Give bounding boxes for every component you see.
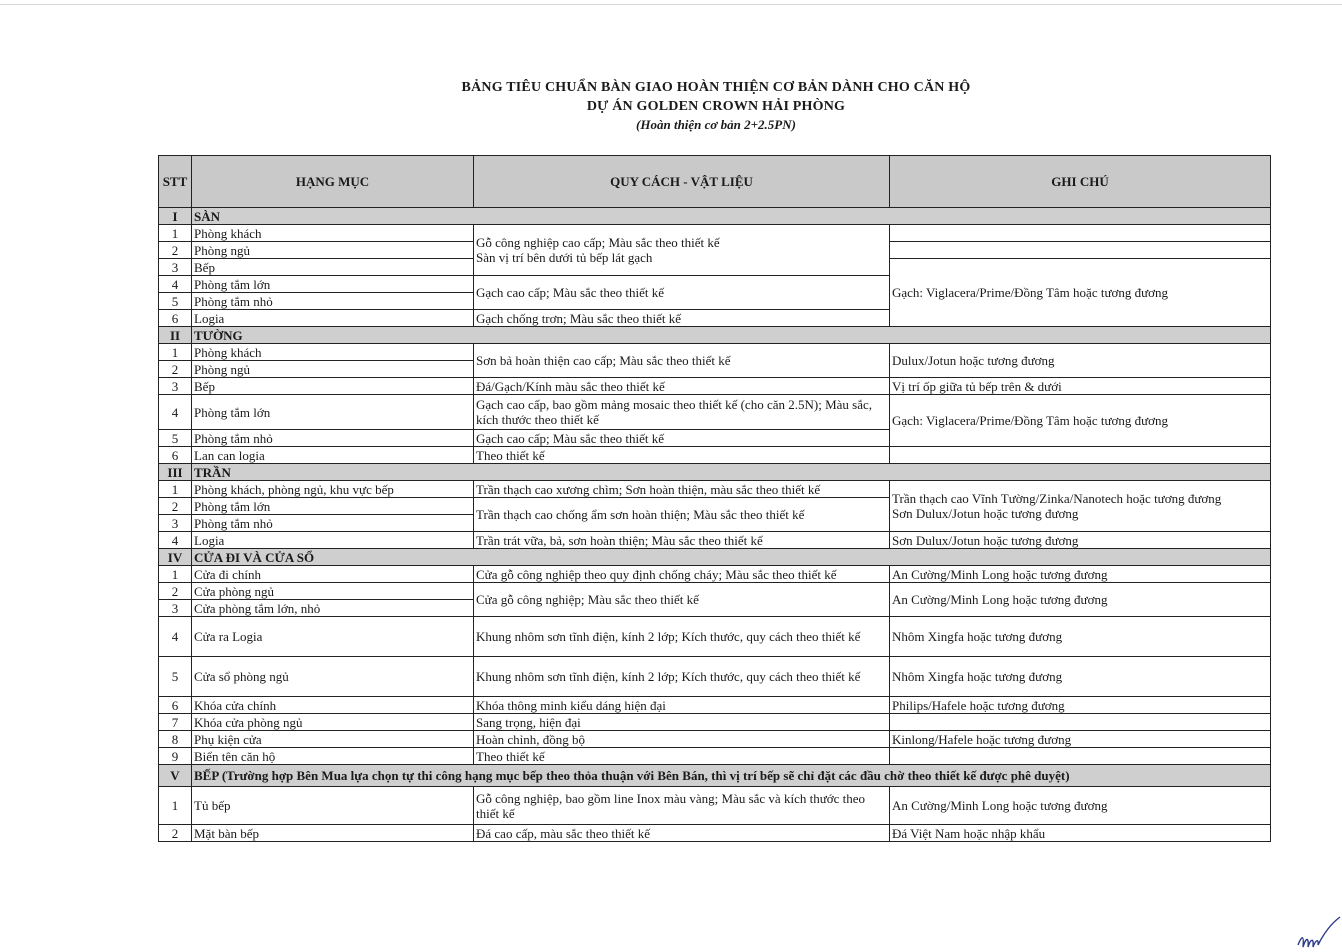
table-row xyxy=(159,714,1271,731)
row-item: Logia xyxy=(192,310,474,327)
title-line-2: DỰ ÁN GOLDEN CROWN HẢI PHÒNG xyxy=(586,99,846,114)
row-number: 2 xyxy=(159,242,192,259)
row-spec: Gạch cao cấp; Màu sắc theo thiết kế xyxy=(474,276,890,310)
row-note xyxy=(890,748,1271,765)
page-top-border xyxy=(0,4,1342,5)
title-line-3: (Hoàn thiện cơ bản 2+2.5PN) xyxy=(636,117,796,132)
row-number: 2 xyxy=(159,825,192,842)
row-item: Cửa đi chính xyxy=(192,566,474,583)
row-note: Vị trí ốp giữa tủ bếp trên & dưới xyxy=(890,378,1271,395)
row-spec: Đá/Gạch/Kính màu sắc theo thiết kế xyxy=(474,378,890,395)
section-title: TƯỜNG xyxy=(192,327,1271,344)
row-spec: Khóa thông minh kiểu dáng hiện đại xyxy=(474,697,890,714)
row-number: 6 xyxy=(159,697,192,714)
row-item: Phòng khách, phòng ngủ, khu vực bếp xyxy=(192,481,474,498)
document-title xyxy=(0,78,1342,134)
table-row xyxy=(159,532,1271,549)
section-number: II xyxy=(159,327,192,344)
handover-standards-table xyxy=(158,155,1271,842)
row-item: Khóa cửa phòng ngủ xyxy=(192,714,474,731)
row-number: 6 xyxy=(159,310,192,327)
row-item: Phòng ngủ xyxy=(192,361,474,378)
table-row xyxy=(159,566,1271,583)
row-spec: Cửa gỗ công nghiệp theo quy định chống cháy; Màu sắc theo thiết kế xyxy=(474,566,890,583)
section-number: IV xyxy=(159,549,192,566)
table-row xyxy=(159,395,1271,430)
row-number: 2 xyxy=(159,583,192,600)
section-row-ceiling xyxy=(159,464,1271,481)
table-row xyxy=(159,481,1271,498)
row-spec: Theo thiết kế xyxy=(474,447,890,464)
title-line-1: BẢNG TIÊU CHUẨN BÀN GIAO HOÀN THIỆN CƠ BẢN DÀNH CHO CĂN HỘ xyxy=(461,80,971,95)
row-item: Phòng tắm lớn xyxy=(192,498,474,515)
row-number: 4 xyxy=(159,617,192,657)
row-item: Phòng tắm lớn xyxy=(192,395,474,430)
row-note: Dulux/Jotun hoặc tương đương xyxy=(890,344,1271,378)
section-title: CỬA ĐI VÀ CỬA SỔ xyxy=(192,549,1271,566)
section-row-walls xyxy=(159,327,1271,344)
row-number: 6 xyxy=(159,447,192,464)
row-note: Philips/Hafele hoặc tương đương xyxy=(890,697,1271,714)
row-item: Phòng tắm nhỏ xyxy=(192,430,474,447)
row-item: Cửa sổ phòng ngủ xyxy=(192,657,474,697)
header-item: HẠNG MỤC xyxy=(192,156,474,208)
row-note: Gạch: Viglacera/Prime/Đồng Tâm hoặc tương đương xyxy=(890,259,1271,327)
row-spec xyxy=(474,225,890,276)
row-spec: Đá cao cấp, màu sắc theo thiết kế xyxy=(474,825,890,842)
table-row xyxy=(159,825,1271,842)
row-spec: Hoàn chỉnh, đồng bộ xyxy=(474,731,890,748)
row-item: Phòng tắm nhỏ xyxy=(192,293,474,310)
row-spec: Trần thạch cao xương chìm; Sơn hoàn thiện, màu sắc theo thiết kế xyxy=(474,481,890,498)
row-number: 5 xyxy=(159,293,192,310)
row-spec: Gỗ công nghiệp, bao gồm line Inox màu vàng; Màu sắc và kích thước theo thiết kế xyxy=(474,787,890,825)
row-number: 4 xyxy=(159,532,192,549)
section-row-kitchen xyxy=(159,765,1271,787)
row-item: Lan can logia xyxy=(192,447,474,464)
row-note: An Cường/Minh Long hoặc tương đương xyxy=(890,787,1271,825)
row-spec: Trần trát vữa, bả, sơn hoàn thiện; Màu sắc theo thiết kế xyxy=(474,532,890,549)
row-number: 1 xyxy=(159,787,192,825)
table-header-row xyxy=(159,156,1271,208)
row-number: 2 xyxy=(159,361,192,378)
row-number: 7 xyxy=(159,714,192,731)
row-note: Nhôm Xingfa hoặc tương đương xyxy=(890,617,1271,657)
row-item: Biển tên căn hộ xyxy=(192,748,474,765)
row-note xyxy=(890,714,1271,731)
table-row xyxy=(159,657,1271,697)
row-number: 1 xyxy=(159,225,192,242)
row-number: 8 xyxy=(159,731,192,748)
row-note: Sơn Dulux/Jotun hoặc tương đương xyxy=(890,532,1271,549)
row-note: An Cường/Minh Long hoặc tương đương xyxy=(890,583,1271,617)
row-note: Gạch: Viglacera/Prime/Đồng Tâm hoặc tương đương xyxy=(890,395,1271,447)
row-item: Phòng khách xyxy=(192,225,474,242)
row-note xyxy=(890,447,1271,464)
header-stt: STT xyxy=(159,156,192,208)
row-spec: Trần thạch cao chống ẩm sơn hoàn thiện; Màu sắc theo thiết kế xyxy=(474,498,890,532)
table-row xyxy=(159,225,1271,242)
row-spec: Sơn bả hoàn thiện cao cấp; Màu sắc theo thiết kế xyxy=(474,344,890,378)
row-spec: Khung nhôm sơn tĩnh điện, kính 2 lớp; Kích thước, quy cách theo thiết kế xyxy=(474,617,890,657)
section-number: I xyxy=(159,208,192,225)
row-number: 5 xyxy=(159,430,192,447)
table-row xyxy=(159,731,1271,748)
row-number: 9 xyxy=(159,748,192,765)
row-item: Phòng tắm lớn xyxy=(192,276,474,293)
row-item: Cửa phòng tắm lớn, nhỏ xyxy=(192,600,474,617)
row-item: Phòng khách xyxy=(192,344,474,361)
table-row xyxy=(159,697,1271,714)
section-title: BẾP (Trường hợp Bên Mua lựa chọn tự thi công hạng mục bếp theo thỏa thuận với Bên Bán, thì vị trí bếp sẽ chỉ đặt các đầu chờ theo thiết kế được phê duyệt) xyxy=(192,765,1271,787)
signature-icon xyxy=(1292,905,1342,952)
row-number: 3 xyxy=(159,515,192,532)
row-number: 5 xyxy=(159,657,192,697)
section-number: V xyxy=(159,765,192,787)
table-row xyxy=(159,787,1271,825)
row-item: Cửa ra Logia xyxy=(192,617,474,657)
row-spec: Gạch cao cấp; Màu sắc theo thiết kế xyxy=(474,430,890,447)
row-number: 1 xyxy=(159,566,192,583)
row-spec: Sang trọng, hiện đại xyxy=(474,714,890,731)
row-note xyxy=(890,225,1271,242)
row-item: Cửa phòng ngủ xyxy=(192,583,474,600)
spec-line: Gỗ công nghiệp cao cấp; Màu sắc theo thiết kế xyxy=(476,235,720,250)
row-note: Kinlong/Hafele hoặc tương đương xyxy=(890,731,1271,748)
row-item: Phòng tắm nhỏ xyxy=(192,515,474,532)
table-row xyxy=(159,447,1271,464)
row-number: 4 xyxy=(159,395,192,430)
table-row xyxy=(159,378,1271,395)
row-number: 4 xyxy=(159,276,192,293)
row-spec: Khung nhôm sơn tĩnh điện, kính 2 lớp; Kích thước, quy cách theo thiết kế xyxy=(474,657,890,697)
spec-line: Sàn vị trí bên dưới tủ bếp lát gạch xyxy=(476,250,653,265)
row-spec: Theo thiết kế xyxy=(474,748,890,765)
row-item: Bếp xyxy=(192,259,474,276)
header-spec: QUY CÁCH - VẬT LIỆU xyxy=(474,156,890,208)
row-note xyxy=(890,481,1271,532)
row-note: An Cường/Minh Long hoặc tương đương xyxy=(890,566,1271,583)
row-item: Phòng ngủ xyxy=(192,242,474,259)
row-item: Tủ bếp xyxy=(192,787,474,825)
row-number: 3 xyxy=(159,378,192,395)
section-title: TRẦN xyxy=(192,464,1271,481)
row-number: 2 xyxy=(159,498,192,515)
row-spec: Gạch cao cấp, bao gồm mảng mosaic theo thiết kế (cho căn 2.5N); Màu sắc, kích thước theo thiết kế xyxy=(474,395,890,430)
row-spec: Gạch chống trơn; Màu sắc theo thiết kế xyxy=(474,310,890,327)
row-item: Logia xyxy=(192,532,474,549)
table-row xyxy=(159,583,1271,600)
row-item: Khóa cửa chính xyxy=(192,697,474,714)
row-number: 1 xyxy=(159,344,192,361)
section-title: SÀN xyxy=(192,208,1271,225)
row-spec: Cửa gỗ công nghiệp; Màu sắc theo thiết kế xyxy=(474,583,890,617)
row-number: 3 xyxy=(159,259,192,276)
row-item: Phụ kiện cửa xyxy=(192,731,474,748)
row-note: Nhôm Xingfa hoặc tương đương xyxy=(890,657,1271,697)
row-number: 3 xyxy=(159,600,192,617)
table-row xyxy=(159,617,1271,657)
header-note: GHI CHÚ xyxy=(890,156,1271,208)
table-row xyxy=(159,344,1271,361)
section-row-floor xyxy=(159,208,1271,225)
section-row-doors-windows xyxy=(159,549,1271,566)
row-note xyxy=(890,242,1271,259)
row-number: 1 xyxy=(159,481,192,498)
row-item: Mặt bàn bếp xyxy=(192,825,474,842)
note-line: Trần thạch cao Vĩnh Tường/Zinka/Nanotech hoặc tương đương xyxy=(892,491,1222,506)
row-note: Đá Việt Nam hoặc nhập khẩu xyxy=(890,825,1271,842)
table-row xyxy=(159,748,1271,765)
note-line: Sơn Dulux/Jotun hoặc tương đương xyxy=(892,506,1079,521)
row-item: Bếp xyxy=(192,378,474,395)
section-number: III xyxy=(159,464,192,481)
